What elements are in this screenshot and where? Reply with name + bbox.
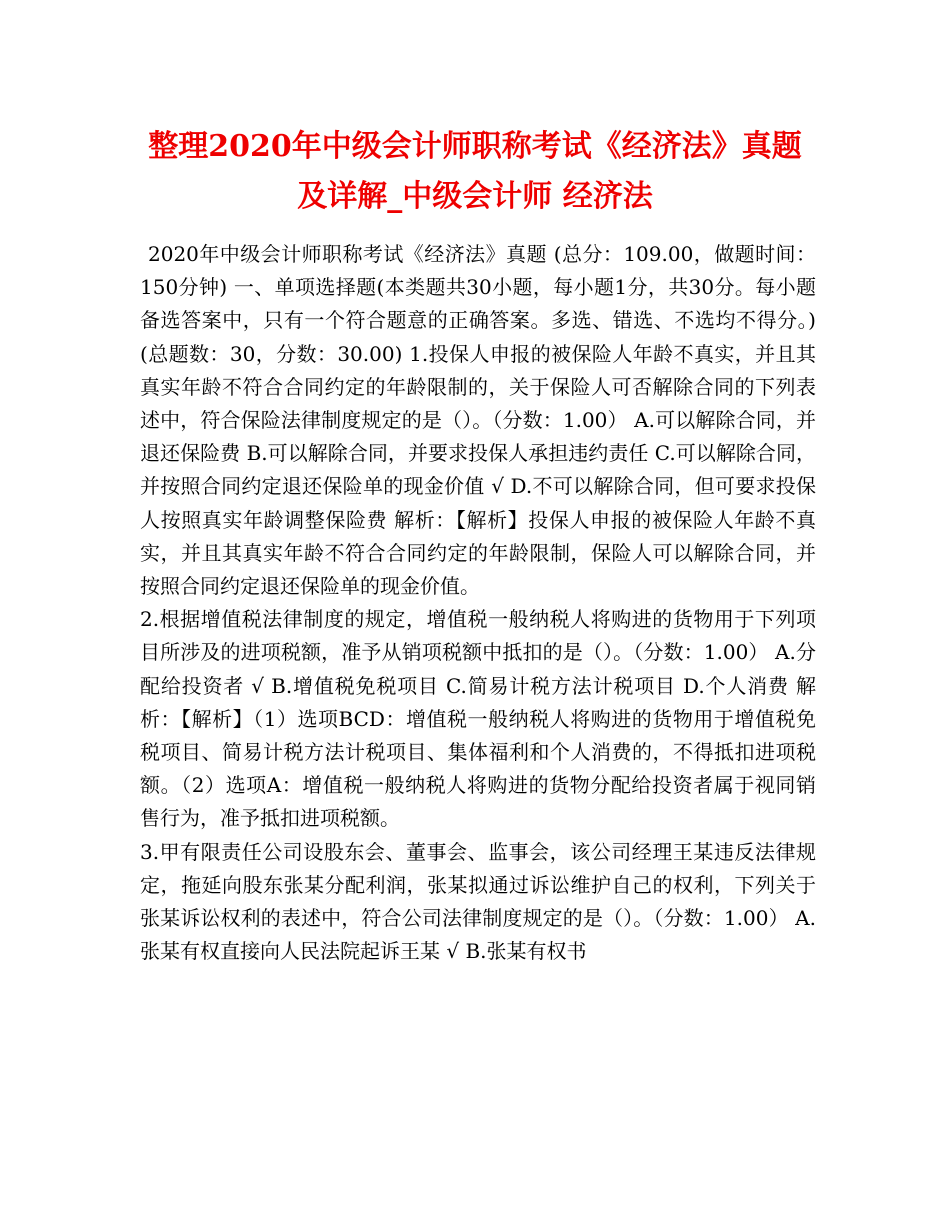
paragraph-question-3: 3.甲有限责任公司设股东会、董事会、监事会，该公司经理王某违反法律规定，拖延向股东张某分配利润，张某拟通过诉讼维护自己的权利，下列关于张某诉讼权利的表述中，符合公司法律制度规定的是（）。（分数：1.00） A.张某有权直接向人民法院起诉王某 √ B.张某有权书: [140, 839, 816, 964]
document-title: 整理2020年中级会计师职称考试《经济法》真题及详解_中级会计师 经济法: [148, 129, 802, 214]
paragraph-intro-question-1: 2020年中级会计师职称考试《经济法》真题 (总分：109.00，做题时间：150分钟) 一、单项选择题(本类题共30小题，每小题1分，共30分。每小题备选答案中，只有一个符合题意的正确答案。多选、错选、不选均不得分。)(总题数：30，分数：30.00) 1.投保人申报的被保险人年龄不真实，并且其真实年龄不符合合同约定的年龄限制的，关于保险人可否解除合同的下列表述中，符合保险法律制度规定的是（）。（分数：1.00） A.可以解除合同，并退还保险费 B.可以解除合同，并要求投保人承担违约责任 C.可以解除合同，并按照合同约定退还保险单的现金价值 √ D.不可以解除合同，但可要求投保人按照真实年龄调整保险费 解析：【解析】投保人申报的被保险人年龄不真实，并且其真实年龄不符合合同约定的年龄限制，保险人可以解除合同，并按照合同约定退还保险单的现金价值。: [140, 242, 816, 599]
document-body: [140, 238, 816, 968]
paragraph-question-2: 2.根据增值税法律制度的规定，增值税一般纳税人将购进的货物用于下列项目所涉及的进项税额，准予从销项税额中抵扣的是（）。（分数：1.00） A.分配给投资者 √ B.增值税免税项目 C.简易计税方法计税项目 D.个人消费 解析：【解析】（1）选项BCD：增值税一般纳税人将购进的货物用于增值税免税项目、简易计税方法计税项目、集体福利和个人消费的，不得抵扣进项税额。（2）选项A：增值税一般纳税人将购进的货物分配给投资者属于视同销售行为，准予抵扣进项税额。: [140, 607, 816, 831]
